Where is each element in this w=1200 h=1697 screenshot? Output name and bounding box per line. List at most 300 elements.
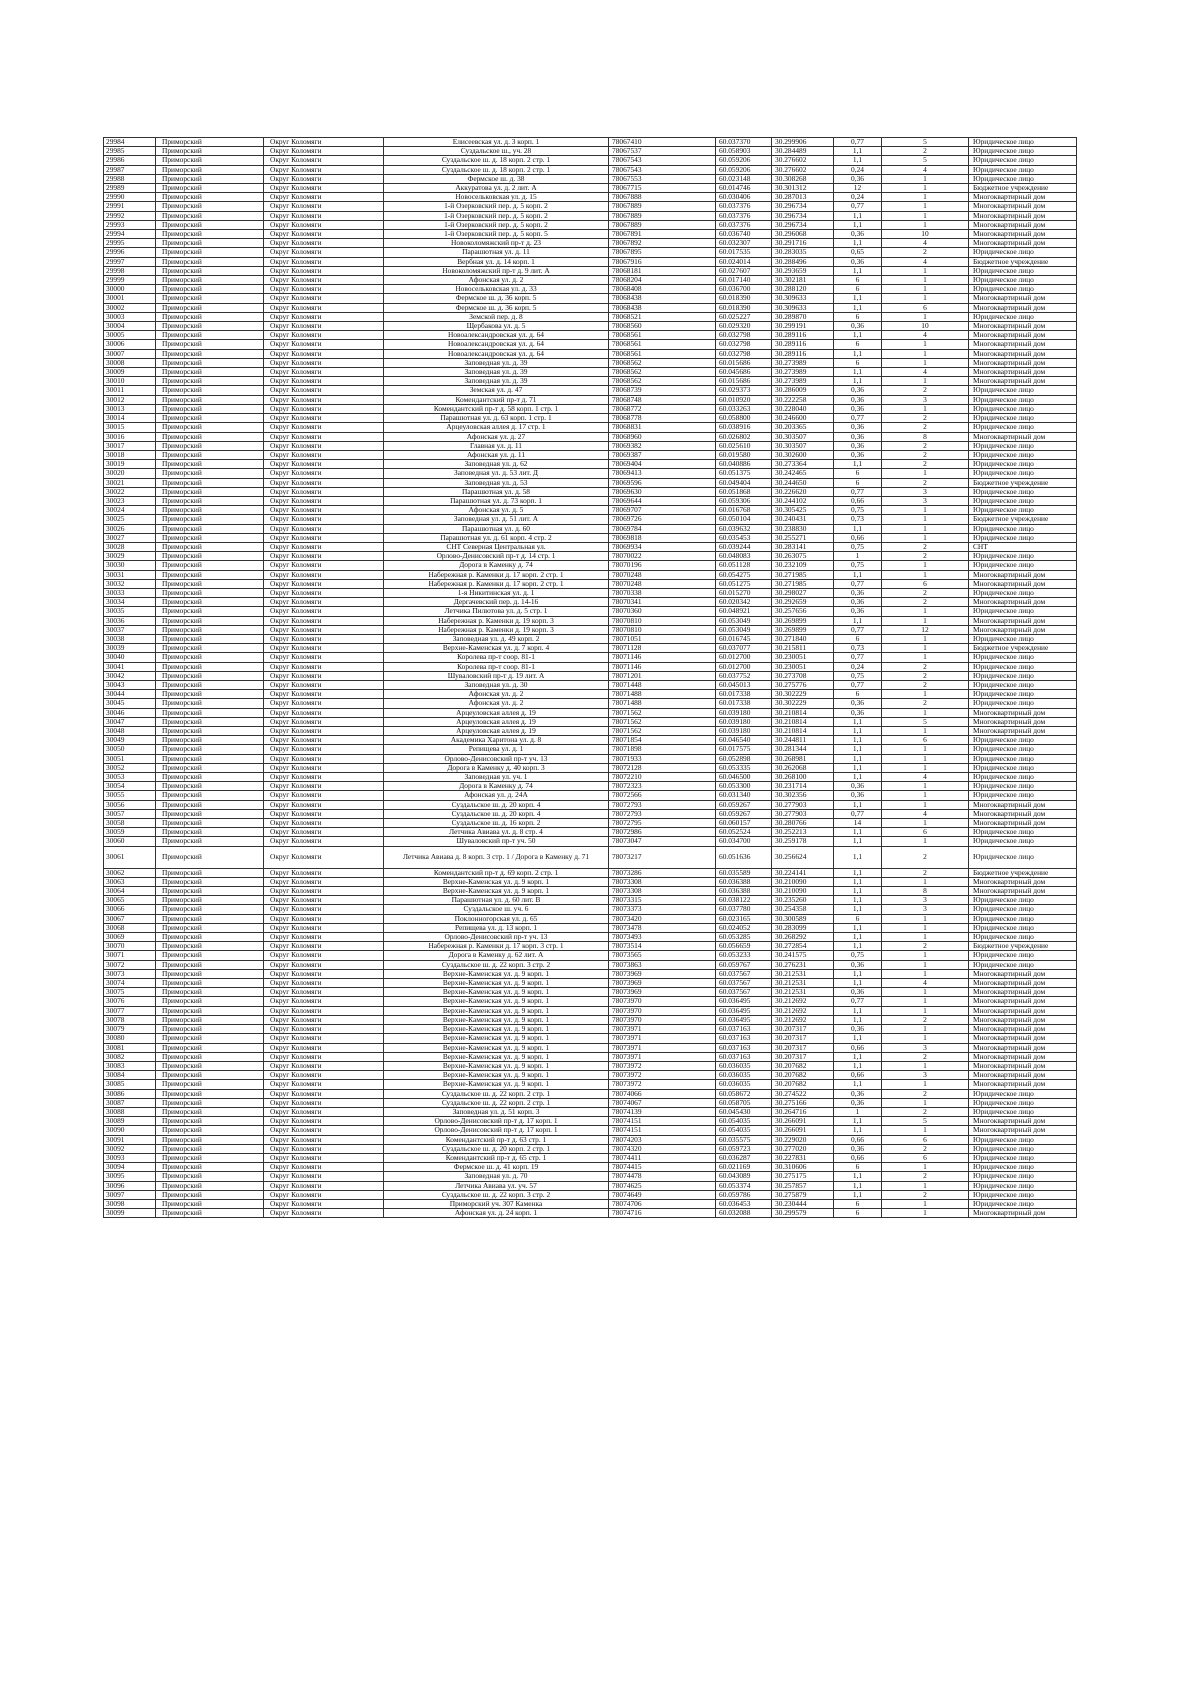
object-id-cell: 78073478 [609,923,716,932]
municipality-cell: Округ Коломяги [264,800,384,809]
latitude-cell: 60.051275 [716,579,772,588]
longitude-cell: 30.256624 [772,846,834,868]
latitude-cell: 60.038122 [716,896,772,905]
district-cell: Приморский [156,846,264,868]
object-id-cell: 78067916 [609,257,716,266]
latitude-cell: 60.030406 [716,193,772,202]
owner-type-cell: Юридическое лицо [969,896,1077,905]
volume-cell: 1,1 [834,1015,882,1024]
longitude-cell: 30.203365 [772,423,834,432]
latitude-cell: 60.043089 [716,1172,772,1181]
owner-type-cell: Юридическое лицо [969,745,1077,754]
longitude-cell: 30.302229 [772,690,834,699]
object-id-cell: 78069404 [609,460,716,469]
municipality-cell: Округ Коломяги [264,515,384,524]
object-id-cell: 78069387 [609,450,716,459]
volume-cell: 1,1 [834,1006,882,1015]
district-cell: Приморский [156,828,264,837]
latitude-cell: 60.050104 [716,515,772,524]
latitude-cell: 60.036495 [716,1015,772,1024]
latitude-cell: 60.046540 [716,736,772,745]
table-row [104,515,1077,524]
latitude-cell: 60.036740 [716,230,772,239]
district-cell: Приморский [156,220,264,229]
owner-type-cell: Юридическое лицо [969,1163,1077,1172]
owner-type-cell: Многоквартирный дом [969,230,1077,239]
row-number-cell: 30063 [104,877,156,886]
owner-type-cell: Многоквартирный дом [969,239,1077,248]
address-cell: Суздальское ш. д. 16 корп. 2 [384,819,609,828]
table-row [104,644,1077,653]
volume-cell: 1,1 [834,1126,882,1135]
district-cell: Приморский [156,634,264,643]
district-cell: Приморский [156,616,264,625]
district-cell: Приморский [156,671,264,680]
row-number-cell: 30056 [104,800,156,809]
district-cell: Приморский [156,496,264,505]
table-row [104,905,1077,914]
table-row [104,1025,1077,1034]
object-id-cell: 78071854 [609,736,716,745]
count-cell: 2 [882,414,969,423]
address-cell: Новоалександровская ул. д. 64 [384,340,609,349]
longitude-cell: 30.210814 [772,727,834,736]
table-row [104,1006,1077,1015]
municipality-cell: Округ Коломяги [264,1209,384,1218]
object-id-cell: 78072793 [609,809,716,818]
table-row [104,607,1077,616]
district-cell: Приморский [156,515,264,524]
volume-cell: 0,36 [834,988,882,997]
owner-type-cell: Многоквартирный дом [969,368,1077,377]
table-row [104,340,1077,349]
row-number-cell: 30004 [104,322,156,331]
municipality-cell: Округ Коломяги [264,644,384,653]
count-cell: 1 [882,644,969,653]
volume-cell: 0,36 [834,1025,882,1034]
volume-cell: 1 [834,1107,882,1116]
row-number-cell: 30040 [104,653,156,662]
count-cell: 2 [882,460,969,469]
address-cell: Суздальское ш. д. 22 корп. 2 стр. 1 [384,1098,609,1107]
municipality-cell: Округ Коломяги [264,1089,384,1098]
volume-cell: 0,36 [834,598,882,607]
latitude-cell: 60.051636 [716,846,772,868]
longitude-cell: 30.207317 [772,1043,834,1052]
object-id-cell: 78070341 [609,598,716,607]
municipality-cell: Округ Коломяги [264,809,384,818]
address-cell: Заповедная ул. д. 53 лит. Д [384,469,609,478]
address-cell: Афонская ул. д. 2 [384,276,609,285]
district-cell: Приморский [156,340,264,349]
row-number-cell: 30008 [104,358,156,367]
row-number-cell: 30007 [104,349,156,358]
district-cell: Приморский [156,358,264,367]
latitude-cell: 60.060157 [716,819,772,828]
object-id-cell: 78072128 [609,763,716,772]
district-cell: Приморский [156,331,264,340]
municipality-cell: Округ Коломяги [264,736,384,745]
owner-type-cell: Многоквартирный дом [969,1117,1077,1126]
district-cell: Приморский [156,1089,264,1098]
volume-cell: 1,1 [834,896,882,905]
row-number-cell: 30037 [104,625,156,634]
volume-cell: 1,1 [834,727,882,736]
address-cell: Верхне-Каменская ул. д. 9 корп. 1 [384,1015,609,1024]
table-row [104,727,1077,736]
object-id-cell: 78068960 [609,432,716,441]
row-number-cell: 30066 [104,905,156,914]
object-id-cell: 78068204 [609,276,716,285]
object-id-cell: 78073971 [609,1025,716,1034]
object-id-cell: 78069413 [609,469,716,478]
volume-cell: 0,36 [834,432,882,441]
object-id-cell: 78067715 [609,184,716,193]
row-number-cell: 30000 [104,285,156,294]
object-id-cell: 78074139 [609,1107,716,1116]
volume-cell: 1,1 [834,754,882,763]
row-number-cell: 29992 [104,211,156,220]
latitude-cell: 60.016768 [716,506,772,515]
latitude-cell: 60.059767 [716,960,772,969]
district-cell: Приморский [156,561,264,570]
count-cell: 2 [882,1089,969,1098]
municipality-cell: Округ Коломяги [264,432,384,441]
municipality-cell: Округ Коломяги [264,423,384,432]
municipality-cell: Округ Коломяги [264,717,384,726]
municipality-cell: Округ Коломяги [264,248,384,257]
owner-type-cell: Юридическое лицо [969,395,1077,404]
table-row [104,165,1077,174]
address-cell: Новоколомяжский пр-т д. 23 [384,239,609,248]
district-cell: Приморский [156,727,264,736]
object-id-cell: 78070360 [609,607,716,616]
latitude-cell: 60.036287 [716,1153,772,1162]
longitude-cell: 30.289116 [772,331,834,340]
address-cell: Дорога в Каменку д. 74 [384,782,609,791]
longitude-cell: 30.240431 [772,515,834,524]
owner-type-cell: Многоквартирный дом [969,727,1077,736]
address-cell: Орлово-Денисовский пр-т уч. 13 [384,754,609,763]
owner-type-cell: Юридическое лицо [969,1190,1077,1199]
volume-cell: 0,65 [834,248,882,257]
longitude-cell: 30.302600 [772,450,834,459]
longitude-cell: 30.276602 [772,165,834,174]
object-id-cell: 78073972 [609,1080,716,1089]
latitude-cell: 60.037370 [716,138,772,147]
latitude-cell: 60.032088 [716,1209,772,1218]
row-number-cell: 30018 [104,450,156,459]
row-number-cell: 29993 [104,220,156,229]
district-cell: Приморский [156,386,264,395]
longitude-cell: 30.231714 [772,782,834,791]
count-cell: 2 [882,942,969,951]
row-number-cell: 30015 [104,423,156,432]
latitude-cell: 60.025227 [716,312,772,321]
municipality-cell: Округ Коломяги [264,625,384,634]
object-id-cell: 78072795 [609,819,716,828]
row-number-cell: 29997 [104,257,156,266]
address-cell: Поклонногорская ул. д. 65 [384,914,609,923]
latitude-cell: 60.053049 [716,625,772,634]
table-row [104,487,1077,496]
object-id-cell: 78074151 [609,1126,716,1135]
latitude-cell: 60.023148 [716,174,772,183]
count-cell: 2 [882,386,969,395]
row-number-cell: 30076 [104,997,156,1006]
volume-cell: 6 [834,478,882,487]
count-cell: 1 [882,763,969,772]
longitude-cell: 30.271985 [772,579,834,588]
table-row [104,1209,1077,1218]
longitude-cell: 30.235260 [772,896,834,905]
owner-type-cell: Юридическое лицо [969,960,1077,969]
count-cell: 1 [882,1098,969,1107]
district-cell: Приморский [156,138,264,147]
district-cell: Приморский [156,680,264,689]
volume-cell: 1,1 [834,736,882,745]
object-id-cell: 78068739 [609,386,716,395]
longitude-cell: 30.301312 [772,184,834,193]
volume-cell: 6 [834,690,882,699]
longitude-cell: 30.296734 [772,220,834,229]
table-row [104,791,1077,800]
row-number-cell: 30059 [104,828,156,837]
owner-type-cell: Юридическое лицо [969,791,1077,800]
municipality-cell: Округ Коломяги [264,1080,384,1089]
count-cell: 3 [882,1071,969,1080]
count-cell: 1 [882,220,969,229]
object-id-cell: 78073971 [609,1052,716,1061]
latitude-cell: 60.034700 [716,837,772,846]
table-row [104,1172,1077,1181]
table-row [104,156,1077,165]
address-cell: Заповедная ул. д. 49 корп. 2 [384,634,609,643]
table-row [104,969,1077,978]
row-number-cell: 30003 [104,312,156,321]
count-cell: 2 [882,542,969,551]
count-cell: 2 [882,671,969,680]
latitude-cell: 60.052524 [716,828,772,837]
row-number-cell: 30036 [104,616,156,625]
municipality-cell: Округ Коломяги [264,487,384,496]
row-number-cell: 29988 [104,174,156,183]
table-row [104,552,1077,561]
owner-type-cell: Юридическое лицо [969,653,1077,662]
volume-cell: 0,77 [834,625,882,634]
address-cell: Дергачевский пер. д. 14-16 [384,598,609,607]
table-row [104,1163,1077,1172]
municipality-cell: Округ Коломяги [264,496,384,505]
volume-cell: 1,1 [834,239,882,248]
volume-cell: 1,1 [834,1117,882,1126]
owner-type-cell: Многоквартирный дом [969,979,1077,988]
row-number-cell: 30053 [104,773,156,782]
owner-type-cell: Юридическое лицо [969,441,1077,450]
district-cell: Приморский [156,404,264,413]
volume-cell: 6 [834,276,882,285]
count-cell: 2 [882,588,969,597]
latitude-cell: 60.053285 [716,933,772,942]
latitude-cell: 60.015270 [716,588,772,597]
municipality-cell: Округ Коломяги [264,745,384,754]
address-cell: 1-й Озерковский пер. д. 5 корп. 2 [384,202,609,211]
count-cell: 1 [882,1181,969,1190]
district-cell: Приморский [156,791,264,800]
volume-cell: 1,1 [834,1052,882,1061]
district-cell: Приморский [156,773,264,782]
table-row [104,579,1077,588]
object-id-cell: 78071562 [609,708,716,717]
object-id-cell: 78071128 [609,644,716,653]
longitude-cell: 30.207682 [772,1080,834,1089]
owner-type-cell: Юридическое лицо [969,414,1077,423]
longitude-cell: 30.277903 [772,809,834,818]
object-id-cell: 78068748 [609,395,716,404]
longitude-cell: 30.269899 [772,616,834,625]
longitude-cell: 30.303507 [772,441,834,450]
address-cell: Верхне-Каменская ул. д. 9 корп. 1 [384,988,609,997]
count-cell: 8 [882,887,969,896]
count-cell: 1 [882,202,969,211]
district-cell: Приморский [156,312,264,321]
district-cell: Приморский [156,184,264,193]
latitude-cell: 60.026802 [716,432,772,441]
count-cell: 1 [882,294,969,303]
municipality-cell: Округ Коломяги [264,404,384,413]
district-cell: Приморский [156,368,264,377]
district-cell: Приморский [156,1043,264,1052]
volume-cell: 6 [834,469,882,478]
longitude-cell: 30.272854 [772,942,834,951]
longitude-cell: 30.254358 [772,905,834,914]
row-number-cell: 30039 [104,644,156,653]
address-cell: Фермское ш. д. 36 корп. 5 [384,303,609,312]
row-number-cell: 30074 [104,979,156,988]
object-id-cell: 78073971 [609,1034,716,1043]
latitude-cell: 60.037752 [716,671,772,680]
count-cell: 3 [882,896,969,905]
owner-type-cell: Юридическое лицо [969,469,1077,478]
table-row [104,404,1077,413]
count-cell: 1 [882,1199,969,1208]
volume-cell: 0,66 [834,1153,882,1162]
longitude-cell: 30.212692 [772,1015,834,1024]
address-cell: Парашютная ул. д. 60 лит. В [384,896,609,905]
table-row [104,1098,1077,1107]
municipality-cell: Округ Коломяги [264,1135,384,1144]
row-number-cell: 30094 [104,1163,156,1172]
municipality-cell: Округ Коломяги [264,220,384,229]
volume-cell: 1,1 [834,349,882,358]
table-row [104,708,1077,717]
latitude-cell: 60.039180 [716,727,772,736]
owner-type-cell: Юридическое лицо [969,782,1077,791]
district-cell: Приморский [156,533,264,542]
district-cell: Приморский [156,294,264,303]
address-cell: Дорога в Каменку д. 62 лит. А [384,951,609,960]
row-number-cell: 30027 [104,533,156,542]
table-row [104,184,1077,193]
volume-cell: 1 [834,552,882,561]
owner-type-cell: Бюджетное учреждение [969,942,1077,951]
row-number-cell: 30032 [104,579,156,588]
table-row [104,193,1077,202]
municipality-cell: Округ Коломяги [264,368,384,377]
municipality-cell: Округ Коломяги [264,837,384,846]
district-cell: Приморский [156,211,264,220]
count-cell: 1 [882,988,969,997]
latitude-cell: 60.037163 [716,1043,772,1052]
owner-type-cell: Юридическое лицо [969,138,1077,147]
longitude-cell: 30.266091 [772,1117,834,1126]
table-row [104,1144,1077,1153]
municipality-cell: Округ Коломяги [264,1052,384,1061]
longitude-cell: 30.207317 [772,1025,834,1034]
owner-type-cell: Многоквартирный дом [969,377,1077,386]
volume-cell: 6 [834,634,882,643]
owner-type-cell: Юридическое лицо [969,607,1077,616]
table-row [104,1080,1077,1089]
volume-cell: 0,77 [834,414,882,423]
count-cell: 1 [882,358,969,367]
address-cell: Суздальское ш. д. 18 корп. 2 стр. 1 [384,165,609,174]
object-id-cell: 78069818 [609,533,716,542]
district-cell: Приморский [156,905,264,914]
latitude-cell: 60.012700 [716,662,772,671]
longitude-cell: 30.277020 [772,1144,834,1153]
owner-type-cell: Многоквартирный дом [969,331,1077,340]
row-number-cell: 30041 [104,662,156,671]
latitude-cell: 60.039632 [716,524,772,533]
municipality-cell: Округ Коломяги [264,165,384,174]
volume-cell: 0,77 [834,579,882,588]
municipality-cell: Округ Коломяги [264,933,384,942]
municipality-cell: Округ Коломяги [264,997,384,1006]
longitude-cell: 30.303507 [772,432,834,441]
longitude-cell: 30.277903 [772,800,834,809]
table-row [104,349,1077,358]
longitude-cell: 30.263075 [772,552,834,561]
latitude-cell: 60.054035 [716,1117,772,1126]
latitude-cell: 60.037567 [716,969,772,978]
district-cell: Приморский [156,800,264,809]
table-row [104,230,1077,239]
volume-cell: 6 [834,1199,882,1208]
longitude-cell: 30.210814 [772,717,834,726]
address-cell: Заповедная ул. д. 53 [384,478,609,487]
object-id-cell: 78068562 [609,368,716,377]
latitude-cell: 60.059206 [716,156,772,165]
longitude-cell: 30.302181 [772,276,834,285]
district-cell: Приморский [156,644,264,653]
latitude-cell: 60.059267 [716,800,772,809]
address-cell: Верхне-Каменская ул. д. 9 корп. 1 [384,887,609,896]
municipality-cell: Округ Коломяги [264,634,384,643]
row-number-cell: 30017 [104,441,156,450]
count-cell: 1 [882,340,969,349]
address-cell: Фермское ш. д. 36 корп. 5 [384,294,609,303]
table-row [104,625,1077,634]
table-row [104,923,1077,932]
address-cell: Новосельковская ул. д. 33 [384,285,609,294]
object-id-cell: 78072323 [609,782,716,791]
volume-cell: 0,36 [834,174,882,183]
longitude-cell: 30.309633 [772,303,834,312]
table-row [104,819,1077,828]
longitude-cell: 30.207317 [772,1034,834,1043]
row-number-cell: 29985 [104,147,156,156]
